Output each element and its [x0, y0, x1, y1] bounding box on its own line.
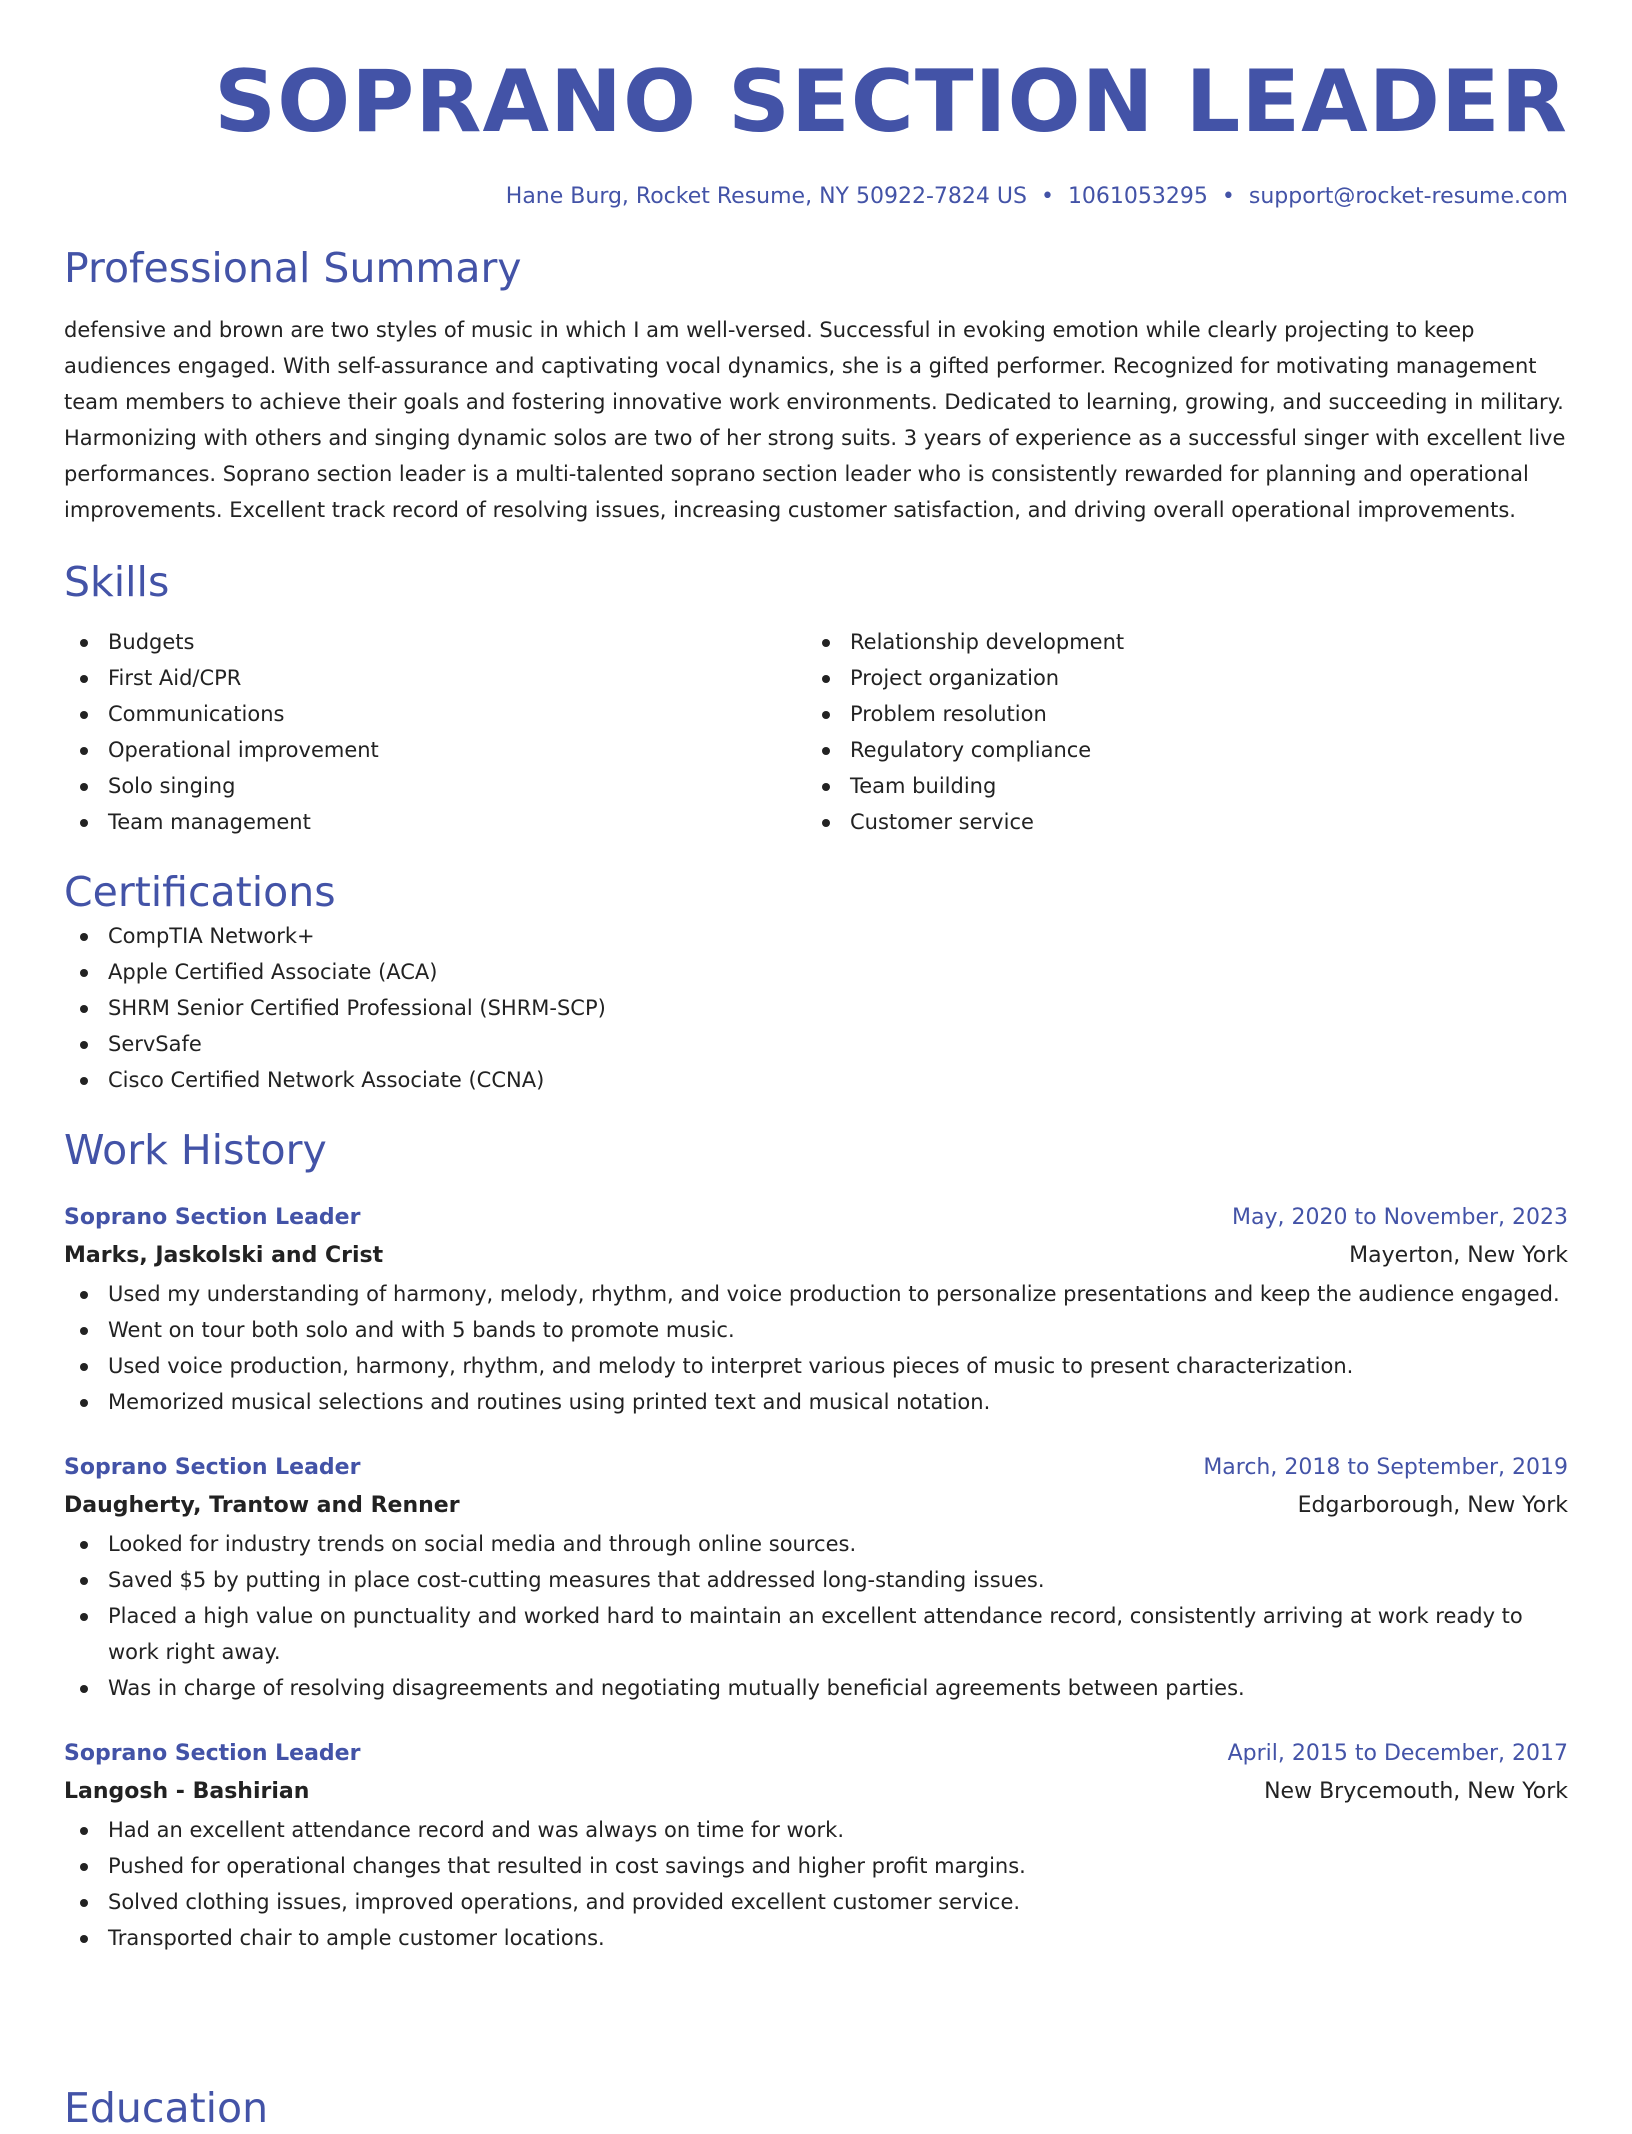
skill-item: Budgets — [64, 624, 806, 660]
skill-item: Project organization — [806, 660, 1548, 696]
job-dates: May, 2020 to November, 2023 — [1232, 1205, 1568, 1230]
work-history-heading: Work History — [64, 1126, 327, 1174]
job-header-row — [64, 1450, 1568, 1486]
certification-item: Cisco Certified Network Associate (CCNA) — [64, 1062, 1568, 1098]
job-entry — [64, 1736, 1568, 1956]
job-role: Soprano Section Leader — [64, 1455, 361, 1480]
skill-item: Team building — [806, 768, 1548, 804]
job-company: Langosh - Bashirian — [64, 1779, 310, 1804]
skills-list-left — [64, 624, 806, 840]
job-duty: Memorized musical selections and routines using printed text and musical notation. — [64, 1384, 1568, 1420]
job-duty: Used voice production, harmony, rhythm, and melody to interpret various pieces of music to present characterization. — [64, 1348, 1568, 1384]
job-dates: April, 2015 to December, 2017 — [1227, 1741, 1568, 1766]
certifications-list — [64, 918, 1568, 1098]
job-duty: Looked for industry trends on social media and through online sources. — [64, 1526, 1568, 1562]
job-location: New Brycemouth, New York — [1264, 1779, 1568, 1804]
skill-item: Team management — [64, 804, 806, 840]
job-duty: Used my understanding of harmony, melody, rhythm, and voice production to personalize presentations and keep the audience engaged. — [64, 1276, 1568, 1312]
job-duties-list — [64, 1812, 1568, 1956]
certification-item: Apple Certified Associate (ACA) — [64, 954, 1568, 990]
job-dates: March, 2018 to September, 2019 — [1203, 1455, 1568, 1480]
job-company-row — [64, 1772, 1568, 1812]
job-duty: Solved clothing issues, improved operations, and provided excellent customer service. — [64, 1884, 1568, 1920]
summary-heading: Professional Summary — [64, 244, 522, 292]
job-duty: Went on tour both solo and with 5 bands to promote music. — [64, 1312, 1568, 1348]
job-company: Marks, Jaskolski and Crist — [64, 1243, 384, 1268]
skill-item: Operational improvement — [64, 732, 806, 768]
skill-item: Relationship development — [806, 624, 1548, 660]
skill-item: Communications — [64, 696, 806, 732]
contact-phone: 1061053295 — [1067, 184, 1208, 209]
skill-item: Customer service — [806, 804, 1548, 840]
job-duty: Pushed for operational changes that resulted in cost savings and higher profit margins. — [64, 1848, 1568, 1884]
candidate-name: SOPRANO SECTION LEADER — [214, 52, 1568, 152]
job-duties-list — [64, 1276, 1568, 1420]
job-location: Edgarborough, New York — [1297, 1493, 1568, 1518]
contact-email: support@rocket-resume.com — [1248, 184, 1568, 209]
summary-text: defensive and brown are two styles of music in which I am well-versed. Successful in evoking emotion while clearly projecting to keep audiences engaged. With self-assurance and captivating vocal dynamics, she is a gifted performer. Recognized for motivating management team members to achieve their goals and fostering innovative work environments. Dedicated to learning, growing, and succeeding in military. Harmonizing with others and singing dynamic solos are two of her strong suits. 3 years of experience as a successful singer with excellent live performances. Soprano section leader is a multi-talented soprano section leader who is consistently rewarded for planning and operational improvements. Excellent track record of resolving issues, increasing customer satisfaction, and driving overall operational improvements. — [64, 318, 1566, 522]
job-header-row — [64, 1736, 1568, 1772]
job-company: Daugherty, Trantow and Renner — [64, 1493, 460, 1518]
education-heading: Education — [64, 2084, 269, 2132]
skills-list-right — [806, 624, 1548, 840]
contact-separator: • — [1221, 184, 1235, 209]
certification-item: ServSafe — [64, 1026, 1568, 1062]
job-location: Mayerton, New York — [1349, 1243, 1568, 1268]
contact-address: Hane Burg, Rocket Resume, NY 50922-7824 US — [505, 184, 1027, 209]
job-company-row — [64, 1236, 1568, 1276]
job-role: Soprano Section Leader — [64, 1741, 361, 1766]
job-role: Soprano Section Leader — [64, 1205, 361, 1230]
skill-item: Solo singing — [64, 768, 806, 804]
skill-item: Problem resolution — [806, 696, 1548, 732]
certification-item: CompTIA Network+ — [64, 918, 1568, 954]
job-duty: Had an excellent attendance record and was always on time for work. — [64, 1812, 1568, 1848]
job-duty: Placed a high value on punctuality and worked hard to maintain an excellent attendance record, consistently arriving at work ready to work right away. — [64, 1598, 1568, 1670]
job-duty: Was in charge of resolving disagreements and negotiating mutually beneficial agreements between parties. — [64, 1670, 1568, 1706]
job-duty: Saved $5 by putting in place cost-cutting measures that addressed long-standing issues. — [64, 1562, 1568, 1598]
certification-item: SHRM Senior Certified Professional (SHRM-SCP) — [64, 990, 1568, 1026]
job-entry — [64, 1450, 1568, 1706]
skills-heading: Skills — [64, 558, 170, 606]
job-header-row — [64, 1200, 1568, 1236]
certifications-heading: Certifications — [64, 868, 336, 916]
contact-separator: • — [1040, 184, 1054, 209]
job-duty: Transported chair to ample customer locations. — [64, 1920, 1568, 1956]
job-entry — [64, 1200, 1568, 1420]
job-company-row — [64, 1486, 1568, 1526]
job-duties-list — [64, 1526, 1568, 1706]
skill-item: Regulatory compliance — [806, 732, 1548, 768]
skill-item: First Aid/CPR — [64, 660, 806, 696]
skills-grid — [64, 624, 1568, 840]
contact-line — [64, 182, 1568, 212]
